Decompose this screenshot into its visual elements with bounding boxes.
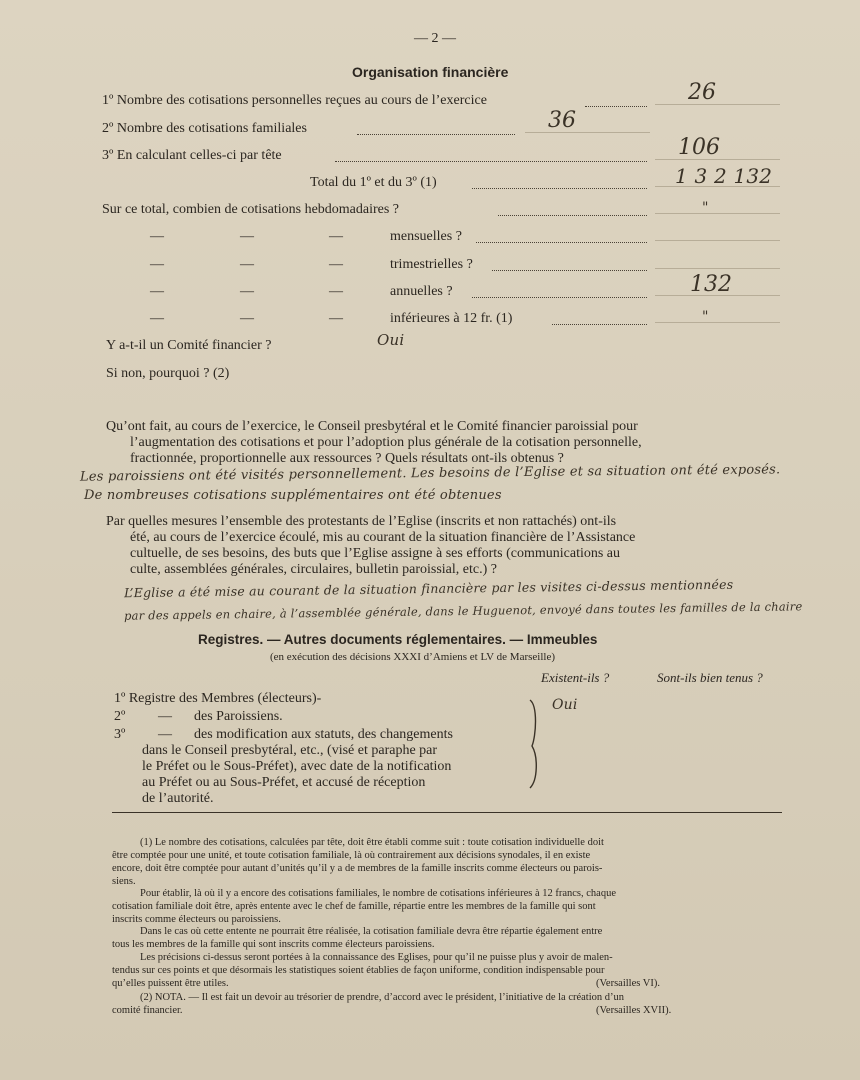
ditto-dash: — — [150, 229, 164, 244]
ditto-dash: — — [329, 311, 343, 326]
measures-question-line2: été, au cours de l’exercice écoulé, mis au courant de la situation financière de l’Assistance — [130, 530, 636, 545]
leader-dots — [492, 270, 647, 271]
register-item-3-line5: de l’autorité. — [142, 791, 214, 806]
question-2-label: 2º Nombre des cotisations familiales — [102, 121, 307, 136]
answer-annual[interactable]: 132 — [690, 272, 732, 297]
register-item-2-number: 2º — [114, 709, 126, 724]
footnote-5-reference: (Versailles XVII). — [596, 1005, 672, 1016]
ditto-dash: — — [329, 257, 343, 272]
ditto-dash: — — [150, 311, 164, 326]
answer-registers[interactable]: Oui — [552, 697, 578, 713]
ditto-dash: — — [158, 727, 172, 742]
register-item-3-line2: dans le Conseil presbytéral, etc., (visé et paraphe par — [142, 743, 438, 758]
footnote-1-line3: encore, doit être comptée pour autant d’unités qu’il y a de membres de la famille inscrits comme électeurs ou parois- — [112, 863, 603, 874]
answer-council-line2[interactable]: De nombreuses cotisations supplémentaires ont été obtenues — [84, 488, 502, 503]
footnote-4-line2: tendus sur ces points et que désormais les statistiques soient établies de façon uniforme, condition indispensable pour — [112, 965, 605, 976]
footnote-4-reference: (Versailles VI). — [596, 978, 660, 989]
committee-question: Y a-t-il un Comité financier ? — [106, 338, 272, 353]
if-not-why-label: Si non, pourquoi ? (2) — [106, 366, 230, 381]
answer-line — [525, 132, 650, 133]
ditto-dash: — — [240, 229, 254, 244]
leader-dots — [472, 297, 647, 298]
leader-dots — [585, 106, 647, 107]
footnote-4-line3: qu’elles puissent être utiles. — [112, 978, 229, 989]
measures-question-line3: cultuelle, de ses besoins, des buts que l’Eglise assigne à ses efforts (communications au — [130, 546, 621, 561]
footnote-1-line1: (1) Le nombre des cotisations, calculées par tête, doit être établi comme suit : toute cotisation individuelle doit — [140, 837, 604, 848]
answer-line — [655, 104, 780, 105]
footnote-2-line2: cotisation familiale doit être, après entente avec le chef de famille, répartie entre les membres de la famille qui sont — [112, 901, 596, 912]
quarterly-label: trimestrielles ? — [390, 257, 473, 272]
ditto-dash: — — [158, 709, 172, 724]
ditto-dash: — — [329, 284, 343, 299]
answer-line — [655, 213, 780, 214]
page-number: — 2 — — [414, 31, 456, 46]
ditto-dash: — — [150, 257, 164, 272]
ditto-dash: — — [240, 284, 254, 299]
footnote-1-line2: être comptée pour une unité, et toute cotisation familiale, là où contrairement aux décisions synodales, il en existe — [112, 850, 591, 861]
below-12fr-label: inférieures à 12 fr. (1) — [390, 311, 513, 326]
question-3-label: 3º En calculant celles-ci par tête — [102, 148, 282, 163]
footnote-4-line1: Les précisions ci-dessus seront portées à la connaissance des Eglises, pour qu’il ne puisse plus y avoir de malen- — [140, 952, 613, 963]
register-item-1: 1º Registre des Membres (électeurs)- — [114, 691, 322, 706]
measures-question-line1: Par quelles mesures l’ensemble des protestants de l’Eglise (inscrits et non rattachés) ont-ils — [106, 514, 617, 529]
measures-question-line4: culte, assemblées générales, circulaires, bulletin paroissial, etc.) ? — [130, 562, 497, 577]
footnote-2-line1: Pour établir, là où il y a encore des cotisations familiales, le nombre de cotisations inférieures à 12 francs, chaque — [140, 888, 617, 899]
register-item-3-number: 3º — [114, 727, 126, 742]
total-label: Total du 1º et du 3º (1) — [310, 175, 437, 190]
answer-committee[interactable]: Oui — [377, 331, 405, 349]
column-header-well-kept: Sont-ils bien tenus ? — [657, 670, 763, 685]
question-1-label: 1º Nombre des cotisations personnelles reçues au cours de l’exercice — [102, 93, 487, 108]
leader-dots — [335, 161, 647, 162]
answer-q3[interactable]: 106 — [678, 135, 720, 160]
ditto-dash: — — [329, 229, 343, 244]
footnote-1-line4: siens. — [112, 876, 136, 887]
handwritten-bracket — [524, 696, 544, 792]
leader-dots — [552, 324, 647, 325]
footnote-3-line2: tous les membres de la famille qui sont inscrits comme électeurs paroissiens. — [112, 939, 435, 950]
leader-dots — [357, 134, 515, 135]
footnote-5-line2: comité financier. — [112, 1005, 183, 1016]
section-title-financial: Organisation financière — [352, 64, 509, 80]
register-item-2: des Paroissiens. — [194, 709, 283, 724]
answer-line — [655, 240, 780, 241]
leader-dots — [472, 188, 647, 189]
answer-q1[interactable]: 26 — [688, 80, 716, 105]
answer-q2[interactable]: 36 — [548, 108, 576, 133]
footnote-5-line1: (2) NOTA. — Il est fait un devoir au trésorier de prendre, d’accord avec le président, l’initiative de la création d’un — [140, 992, 625, 1003]
leader-dots — [476, 242, 647, 243]
answer-below-12fr[interactable]: " — [702, 309, 709, 325]
footnote-2-line3: inscrits comme électeurs ou paroissiens. — [112, 914, 281, 925]
annual-label: annuelles ? — [390, 284, 453, 299]
section-title-registers: Registres. — Autres documents réglementaires. — Immeubles — [198, 632, 598, 647]
answer-total[interactable]: 1 3 2 132 — [675, 164, 773, 188]
weekly-label: Sur ce total, combien de cotisations hebdomadaires ? — [102, 202, 400, 217]
ditto-dash: — — [240, 257, 254, 272]
answer-measures-line1[interactable]: L’Eglise a été mise au courant de la situation financière par les visites ci-dessus mentionnées — [123, 576, 734, 601]
register-item-3-line3: le Préfet ou le Sous-Préfet), avec date de la notification — [142, 759, 452, 774]
answer-council-line1[interactable]: Les paroissiens ont été visités personnellement. Les besoins de l’Eglise et sa situation ont été exposés. — [79, 462, 781, 485]
column-header-exist: Existent-ils ? — [541, 670, 610, 685]
council-question-line2: l’augmentation des cotisations et pour l’adoption plus générale de la cotisation personnelle, — [130, 435, 642, 450]
answer-line — [655, 268, 780, 269]
ditto-dash: — — [150, 284, 164, 299]
council-question-line1: Qu’ont fait, au cours de l’exercice, le Conseil presbytéral et le Comité financier paroissial pour — [106, 419, 638, 434]
register-item-3-line1: des modification aux statuts, des changements — [194, 727, 453, 742]
footnote-divider — [112, 812, 782, 813]
answer-line — [655, 322, 780, 323]
section-subtitle-registers: (en exécution des décisions XXXI d’Amiens et LV de Marseille) — [270, 651, 556, 663]
footnote-3-line1: Dans le cas où cette entente ne pourrait être réalisée, la cotisation familiale devra être répartie également entre — [140, 926, 603, 937]
leader-dots — [498, 215, 647, 216]
monthly-label: mensuelles ? — [390, 229, 462, 244]
answer-weekly[interactable]: " — [702, 200, 709, 216]
council-question-line3: fractionnée, proportionnelle aux ressources ? Quels résultats ont-ils obtenus ? — [130, 451, 564, 466]
answer-measures-line2[interactable]: par des appels en chaire, à l’assemblée générale, dans le Huguenot, envoyé dans toutes les familles de la chaire — [123, 599, 803, 623]
ditto-dash: — — [240, 311, 254, 326]
register-item-3-line4: au Préfet ou au Sous-Préfet, et accusé de réception — [142, 775, 426, 790]
